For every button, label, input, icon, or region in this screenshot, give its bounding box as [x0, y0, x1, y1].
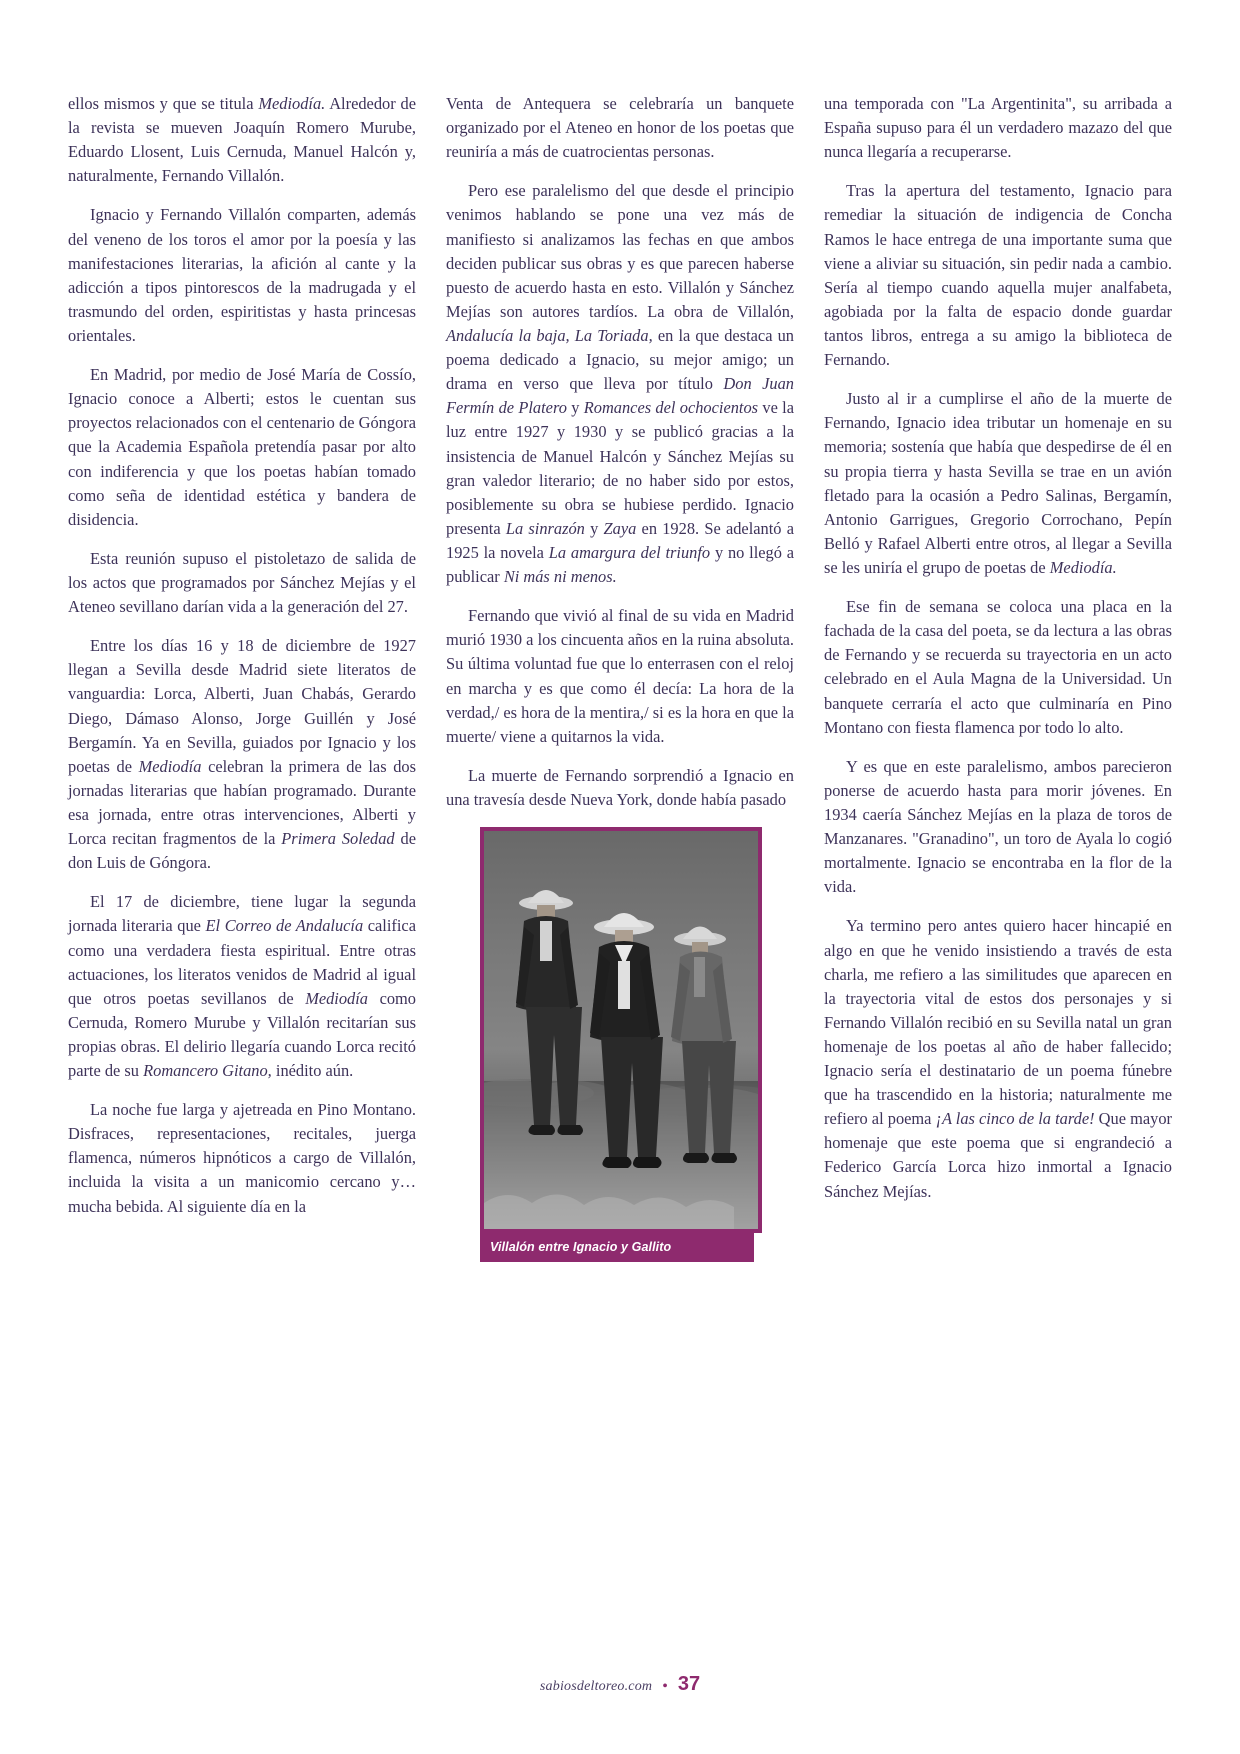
footer-separator: • [662, 1678, 668, 1695]
paragraph: Ignacio y Fernando Villalón comparten, además del veneno de los toros el amor por la poesía y las manifestaciones literarias, la afición al cante y la adicción a tipos pintorescos de la madrugada y el trasmundo del orden, espiritistas y hasta princesas orientales. [68, 205, 416, 345]
historical-photo [484, 831, 758, 1229]
page-footer [0, 1673, 1240, 1696]
figure-caption: Villalón entre Ignacio y Gallito [480, 1233, 754, 1262]
paragraph: Entre los días 16 y 18 de diciembre de 1927 llegan a Sevilla desde Madrid siete literatos de vanguardia: Lorca, Alberti, Juan Chabás, Gerardo Diego, Dámaso Alonso, Jorge Guillén y José Bergamín. Ya en Sevilla, guiados por Ignacio y los poetas de Mediodía celebran la primera de las dos jornadas literarias que habían programado. Durante esa jornada, entre otras intervenciones, Alberti y Lorca recitan fragmentos de la Primera Soledad de don Luis de Góngora. [68, 636, 416, 873]
paragraph: Pero ese paralelismo del que desde el principio venimos hablando se pone una vez más de manifiesto si analizamos las fechas en que ambos deciden publicar sus obras y es que parecen haberse puesto de acuerdo hasta en esto. Villalón y Sánchez Mejías son autores tardíos. La obra de Villalón, Andalucía la baja, La Toriada, en la que destaca un poema dedicado a Ignacio, su mejor amigo; un drama en verso que lleva por título Don Juan Fermín de Platero y Romances del ochocientos ve la luz entre 1927 y 1930 y se publicó gracias a la insistencia de Manuel Halcón y Sánchez Mejías su gran valedor literario; de no haber sido por estos, posiblemente su obra se hubiese perdido. Ignacio presenta La sinrazón y Zaya en 1928. Se adelantó a 1925 la novela La amargura del triunfo y no llegó a publicar Ni más ni menos. [446, 181, 795, 587]
figure-villalon [480, 827, 762, 1262]
paragraph: El 17 de diciembre, tiene lugar la segunda jornada literaria que El Correo de Andalucía califica como una verdadera fiesta espiritual. Entre otras actuaciones, los literatos venidos de Madrid al igual que otros poetas sevillanos de Mediodía como Cernuda, Romero Murube y Villalón recitarían sus propias obras. El delirio llegaría cuando Lorca recitó parte de su Romancero Gitano, inédito aún. [68, 892, 416, 1081]
paragraph: Ya termino pero antes quiero hacer hincapié en algo en que he venido insistiendo a través de esta charla, me refiero a las similitudes que aparecen en la trayectoria vital de estos dos personajes y si Fernando Villalón recibió en su Sevilla natal un gran homenaje de los poetas al año de haber fallecido; Ignacio sería el destinatario de un poema fúnebre que ha trascendido en la historia; naturalmente me refiero al poema ¡A las cinco de la tarde! Que mayor homenaje que este poema que si engrandeció a Federico García Lorca hizo inmortal a Ignacio Sánchez Mejías. [824, 916, 1172, 1201]
footer-site: sabiosdeltoreo.com [539, 1679, 653, 1694]
paragraph: Fernando que vivió al final de su vida en Madrid murió 1930 a los cincuenta años en la ruina absoluta. Su última voluntad fue que lo enterrasen con el reloj en marcha y es que como él decía: La hora de la verdad,/ es hora de la mentira,/ si es la hora en que la muerte/ viene a quitarnos la vida. [446, 606, 794, 746]
paragraph: La noche fue larga y ajetreada en Pino Montano. Disfraces, representaciones, recitales, juerga flamenca, números hipnóticos a cargo de Villalón, incluida la visita a un manicomio cercano y… mucha bebida. Al siguiente día en la [68, 1100, 416, 1216]
paragraph: En Madrid, por medio de José María de Cossío, Ignacio conoce a Alberti; estos le cuentan sus proyectos relacionados con el centenario de Góngora que la Academia Española pretendía pasar por alto con indiferencia y que los poetas habían tomado como seña de identidad estética y bandera de disidencia. [68, 365, 416, 529]
column-1 [68, 92, 416, 1512]
paragraph: Venta de Antequera se celebraría un banquete organizado por el Ateneo en honor de los poetas que reuniría a más de cuatrocientas personas. [446, 94, 794, 162]
paragraph: La muerte de Fernando sorprendió a Ignacio en una travesía desde Nueva York, donde había pasado [446, 765, 794, 809]
paragraph: Y es que en este paralelismo, ambos parecieron ponerse de acuerdo hasta para morir jóvenes. En 1934 caería Sánchez Mejías en la plaza de toros de Manzanares. "Granadino", un toro de Ayala lo cogió mortalmente. Ignacio se encontraba en la flor de la vida. [824, 756, 1172, 897]
paragraph: ellos mismos y que se titula Mediodía. Alrededor de la revista se mueven Joaquín Romero Murube, Eduardo Llosent, Luis Cernuda, Manuel Halcón y, naturalmente, Fernando Villalón. [68, 94, 416, 186]
text-columns [68, 92, 1174, 1512]
column-3 [824, 92, 1172, 1512]
paragraph: Ese fin de semana se coloca una placa en la fachada de la casa del poeta, se da lectura a las obras de Fernando y se recuerda su trayectoria en un acto celebrado en el Aula Magna de la Universidad. Un banquete cerraría el acto que culminaría en Pino Montano con fiesta flamenca por todo lo alto. [824, 597, 1172, 737]
paragraph: Tras la apertura del testamento, Ignacio para remediar la situación de indigencia de Concha Ramos le hace entrega de una importante suma que viene a aliviar su situación, sin pedir nada a cambio. Sería al tiempo cuando aquella mujer analfabeta, agobiada por la falta de espacio donde guardar tantos libros, entrega a su amigo la biblioteca de Fernando. [824, 181, 1172, 370]
paragraph: Esta reunión supuso el pistoletazo de salida de los actos que programados por Sánchez Mejías y el Ateneo sevillano darían vida a la generación del 27. [68, 548, 416, 617]
paragraph: una temporada con "La Argentinita", su arribada a España supuso para él un verdadero mazazo del que nunca llegaría a recuperarse. [824, 94, 1172, 162]
column-2 [446, 92, 794, 1512]
paragraph: Justo al ir a cumplirse el año de la muerte de Fernando, Ignacio idea tributar un homenaje en su memoria; sostenía que había que despedirse de él en su propia tierra y hasta Sevilla se trae en un avión fletado para la ocasión a Pedro Salinas, Bergamín, Antonio Garrigues, Gregorio Corrochano, Pepín Belló y Rafael Alberti entre otros, al llegar a Sevilla se les uniría el grupo de poetas de Mediodía. [824, 389, 1172, 577]
page-number: 37 [677, 1673, 701, 1695]
photo-frame [480, 827, 762, 1233]
